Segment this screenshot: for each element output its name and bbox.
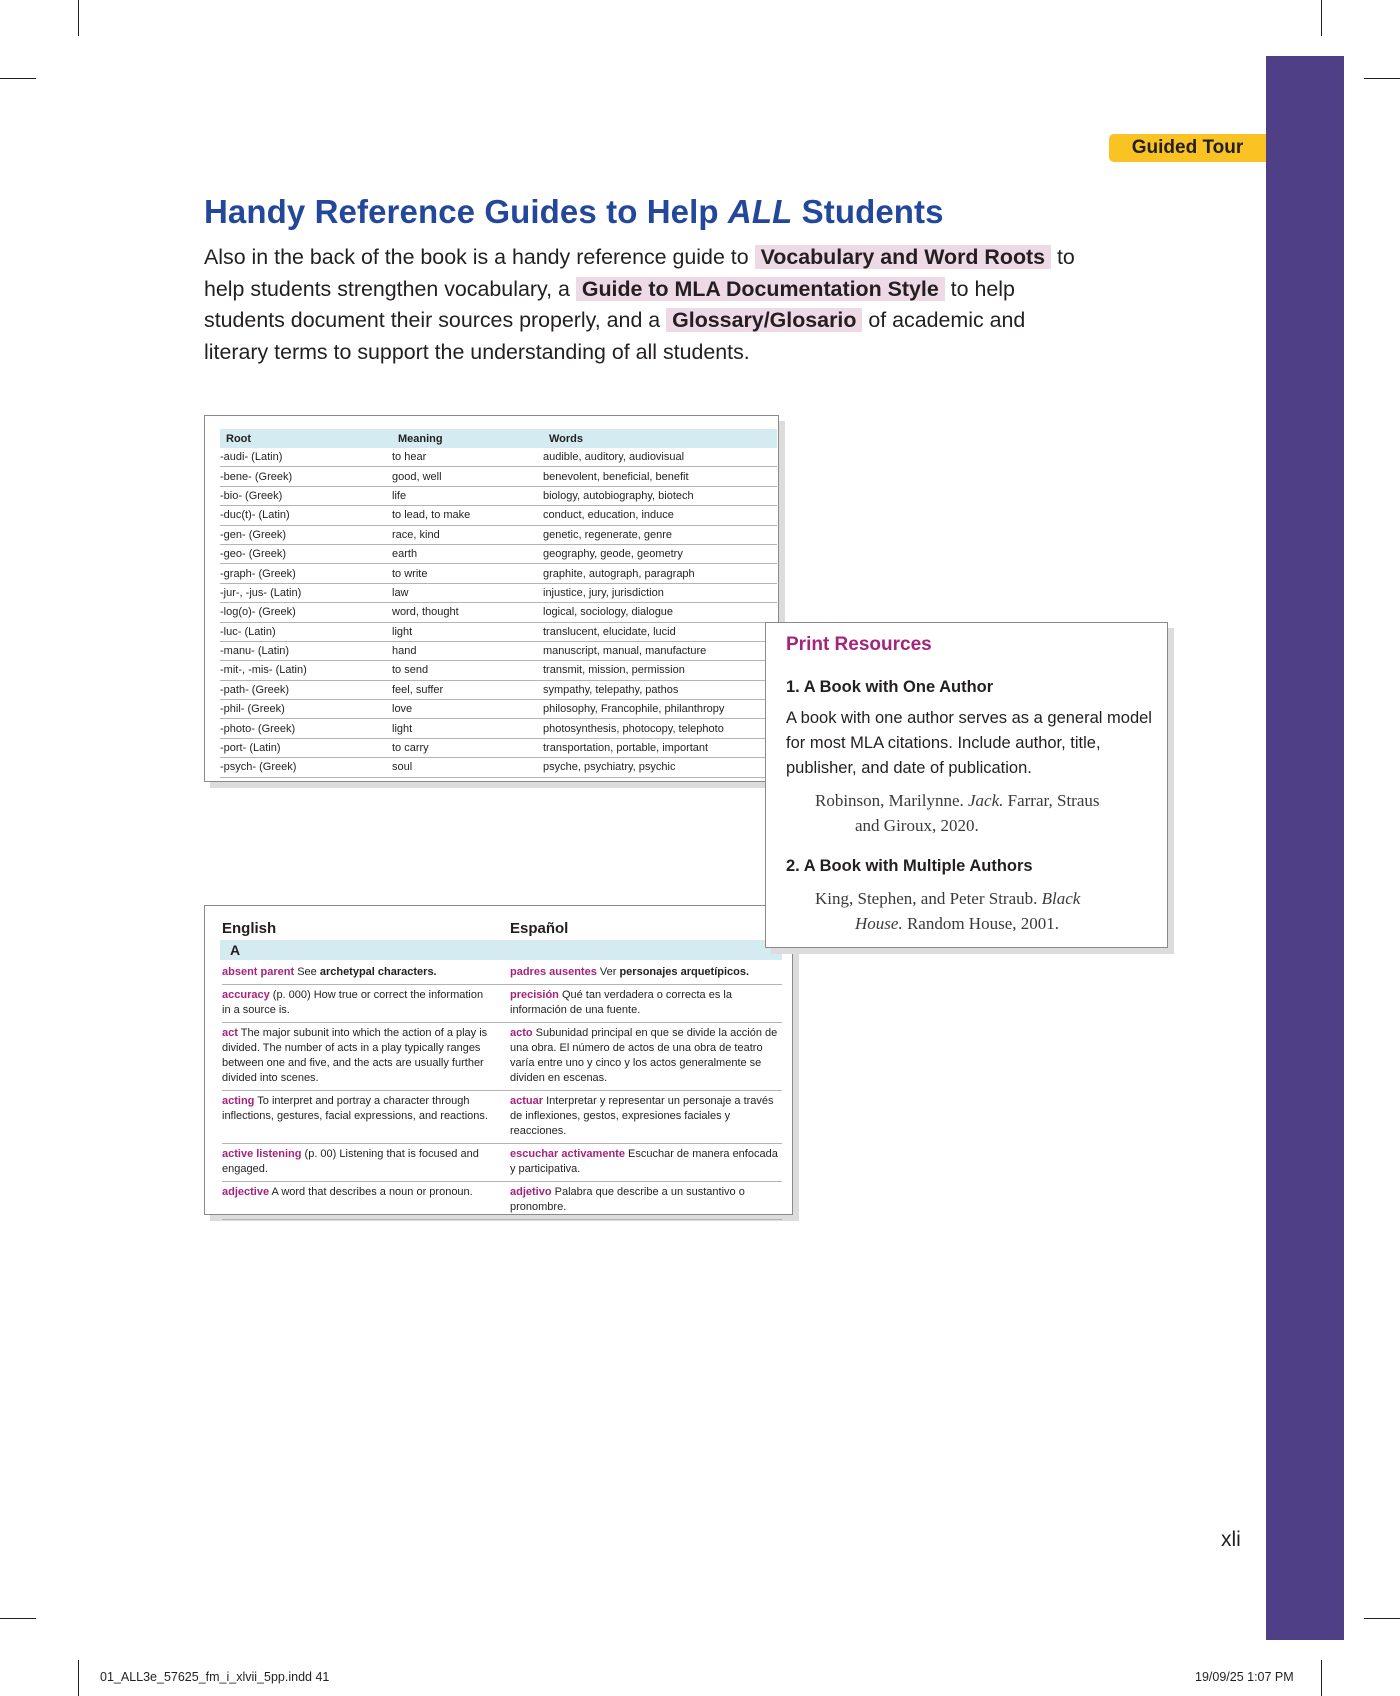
citation-example: King, Stephen, and Peter Straub. Black House. Random House, 2001. xyxy=(815,889,1081,933)
glossary-term: active listening xyxy=(222,1148,302,1160)
file-slug: 01_ALL3e_57625_fm_i_xlvii_5pp.indd 41 xyxy=(100,1670,330,1684)
words-cell: sympathy, telepathy, pathos xyxy=(543,680,777,699)
column-header: Words xyxy=(543,429,777,448)
word-roots-table xyxy=(220,429,777,778)
table-row xyxy=(220,525,777,544)
words-cell: manuscript, manual, manufacture xyxy=(543,641,777,660)
glossary-entry xyxy=(222,1144,782,1182)
root-cell: -psych- (Greek) xyxy=(220,758,392,777)
meaning-cell: law xyxy=(392,583,543,602)
definition-text: Ver xyxy=(596,966,620,978)
meaning-cell: to carry xyxy=(392,738,543,757)
multiple-authors-heading: 2. A Book with Multiple Authors xyxy=(786,857,1033,875)
root-cell: -path- (Greek) xyxy=(220,680,392,699)
english-definition xyxy=(222,1094,510,1139)
words-cell: photosynthesis, photocopy, telephoto xyxy=(543,719,777,738)
definition-text: Qué tan verdadera o correcta es la información de una fuente. xyxy=(510,989,732,1016)
spanish-definition xyxy=(510,965,780,980)
glossary-letter-bar: A xyxy=(220,940,782,960)
meaning-cell: to lead, to make xyxy=(392,506,543,525)
meaning-cell: love xyxy=(392,700,543,719)
english-column-header: English xyxy=(222,920,277,937)
meaning-cell: good, well xyxy=(392,467,543,486)
glossary-term: absent parent xyxy=(222,966,295,978)
one-author-description: A book with one author serves as a general model for most MLA citations. Include author, title, publisher, and date of publication. xyxy=(786,709,1152,777)
words-cell: benevolent, beneficial, benefit xyxy=(543,467,777,486)
glossary-entries xyxy=(222,962,782,1220)
table-header-row xyxy=(220,429,777,448)
cross-reference: archetypal characters. xyxy=(319,966,437,978)
words-cell: psyche, psychiatry, psychic xyxy=(543,758,777,777)
definition-text: A word that describes a noun or pronoun. xyxy=(269,1186,473,1198)
words-cell: philosophy, Francophile, philanthropy xyxy=(543,700,777,719)
table-row xyxy=(220,448,777,467)
meaning-cell: word, thought xyxy=(392,603,543,622)
definition-text: (p. 000) How true or correct the information in a source is. xyxy=(222,989,484,1016)
words-cell: genetic, regenerate, genre xyxy=(543,525,777,544)
spanish-definition xyxy=(510,1094,780,1139)
glossary-entry xyxy=(222,985,782,1023)
page-number: xli xyxy=(1221,1528,1241,1551)
meaning-cell: to hear xyxy=(392,448,543,467)
root-cell: -jur-, -jus- (Latin) xyxy=(220,583,392,602)
table-row xyxy=(220,758,777,777)
spanish-definition xyxy=(510,1026,780,1086)
intro-paragraph: Also in the back of the book is a handy reference guide to Vocabulary and Word Roots to help students strengthen vocabulary, a Guide to MLA Documentation Style to help students document their sources properly, and a Glossary/Glosario of academic and literary terms to support the understanding of all students. xyxy=(204,245,1075,365)
highlight-vocabulary: Vocabulary and Word Roots xyxy=(755,245,1051,269)
glossary-entry xyxy=(222,1023,782,1091)
table-row xyxy=(220,738,777,757)
definition-text: The major subunit into which the action of a play is divided. The number of acts in a play typically ranges between one and five, and the acts are usually further divided into scenes. xyxy=(222,1027,488,1084)
crop-mark xyxy=(78,0,79,36)
glossary-term: acto xyxy=(510,1027,533,1039)
words-cell: transmit, mission, permission xyxy=(543,661,777,680)
english-definition xyxy=(222,965,510,980)
meaning-cell: to write xyxy=(392,564,543,583)
page-title: Handy Reference Guides to Help ALL Students xyxy=(204,193,944,230)
spanish-definition xyxy=(510,1185,780,1215)
definition-text: Interpretar y representar un personaje a través de inflexiones, gestos, expresiones faciales y reacciones. xyxy=(510,1095,774,1137)
highlight-mla-guide: Guide to MLA Documentation Style xyxy=(576,277,945,301)
table-row xyxy=(220,467,777,486)
root-cell: -port- (Latin) xyxy=(220,738,392,757)
crop-mark xyxy=(1321,1660,1322,1696)
words-cell: conduct, education, induce xyxy=(543,506,777,525)
glossary-term: adjetivo xyxy=(510,1186,552,1198)
root-cell: -bio- (Greek) xyxy=(220,486,392,505)
glossary-term: padres ausentes xyxy=(510,966,597,978)
table-row xyxy=(220,603,777,622)
definition-text: Palabra que describe a un sustantivo o pronombre. xyxy=(510,1186,745,1213)
crop-mark xyxy=(78,1660,79,1696)
definition-text: To interpret and portray a character through inflections, gestures, facial expressions, and reactions. xyxy=(222,1095,488,1122)
glossary-card xyxy=(204,905,793,1215)
table-row xyxy=(220,719,777,738)
table-row xyxy=(220,700,777,719)
meaning-cell: life xyxy=(392,486,543,505)
date-slug: 19/09/25 1:07 PM xyxy=(1195,1670,1294,1684)
table-row xyxy=(220,583,777,602)
meaning-cell: hand xyxy=(392,641,543,660)
table-row xyxy=(220,661,777,680)
root-cell: -manu- (Latin) xyxy=(220,641,392,660)
cross-reference: personajes arquetípicos. xyxy=(619,966,750,978)
english-definition xyxy=(222,1026,510,1086)
root-cell: -phil- (Greek) xyxy=(220,700,392,719)
table-row xyxy=(220,641,777,660)
crop-mark xyxy=(1321,0,1322,36)
purple-sidebar xyxy=(1266,56,1344,1640)
highlight-glossary: Glossary/Glosario xyxy=(666,308,862,332)
glossary-entry xyxy=(222,962,782,985)
meaning-cell: soul xyxy=(392,758,543,777)
table-row xyxy=(220,486,777,505)
word-roots-card xyxy=(204,415,779,782)
column-header: Meaning xyxy=(392,429,543,448)
definition-text: Subunidad principal en que se divide la acción de una obra. El número de actos de una obra de teatro varía entre uno y cinco y los actos generalmente se dividen en escenas. xyxy=(510,1027,778,1084)
spanish-definition xyxy=(510,1147,780,1177)
words-cell: graphite, autograph, paragraph xyxy=(543,564,777,583)
glossary-term: escuchar activamente xyxy=(510,1148,625,1160)
root-cell: -log(o)- (Greek) xyxy=(220,603,392,622)
root-cell: -geo- (Greek) xyxy=(220,544,392,563)
words-cell: biology, autobiography, biotech xyxy=(543,486,777,505)
glossary-term: accuracy xyxy=(222,989,270,1001)
table-row xyxy=(220,506,777,525)
english-definition xyxy=(222,988,510,1018)
crop-mark xyxy=(0,1618,36,1619)
glossary-term: act xyxy=(222,1027,238,1039)
section-tab: Guided Tour xyxy=(1109,134,1266,162)
meaning-cell: feel, suffer xyxy=(392,680,543,699)
root-cell: -duc(t)- (Latin) xyxy=(220,506,392,525)
word-roots-body xyxy=(220,448,777,777)
root-cell: -bene- (Greek) xyxy=(220,467,392,486)
english-definition xyxy=(222,1147,510,1177)
meaning-cell: light xyxy=(392,622,543,641)
print-resources-heading: Print Resources xyxy=(786,634,932,655)
words-cell: injustice, jury, jurisdiction xyxy=(543,583,777,602)
root-cell: -audi- (Latin) xyxy=(220,448,392,467)
table-row xyxy=(220,564,777,583)
words-cell: transportation, portable, important xyxy=(543,738,777,757)
meaning-cell: to send xyxy=(392,661,543,680)
spanish-definition xyxy=(510,988,780,1018)
print-resources-card xyxy=(765,622,1168,948)
meaning-cell: earth xyxy=(392,544,543,563)
citation-example: Robinson, Marilynne. Jack. Farrar, Straus and Giroux, 2020. xyxy=(815,791,1100,835)
glossary-term: actuar xyxy=(510,1095,544,1107)
english-definition xyxy=(222,1185,510,1215)
glossary-entry xyxy=(222,1182,782,1220)
table-row xyxy=(220,680,777,699)
root-cell: -gen- (Greek) xyxy=(220,525,392,544)
crop-mark xyxy=(1364,78,1400,79)
definition-text: (p. 00) Listening that is focused and engaged. xyxy=(222,1148,479,1175)
glossary-term: precisión xyxy=(510,989,559,1001)
meaning-cell: race, kind xyxy=(392,525,543,544)
table-row xyxy=(220,544,777,563)
words-cell: logical, sociology, dialogue xyxy=(543,603,777,622)
glossary-term: acting xyxy=(222,1095,255,1107)
definition-text: See xyxy=(294,966,320,978)
spanish-column-header: Español xyxy=(510,920,569,937)
one-author-heading: 1. A Book with One Author xyxy=(786,678,994,696)
words-cell: audible, auditory, audiovisual xyxy=(543,448,777,467)
root-cell: -graph- (Greek) xyxy=(220,564,392,583)
root-cell: -photo- (Greek) xyxy=(220,719,392,738)
words-cell: geography, geode, geometry xyxy=(543,544,777,563)
words-cell: translucent, elucidate, lucid xyxy=(543,622,777,641)
definition-text: Escuchar de manera enfocada y participativa. xyxy=(510,1148,778,1175)
meaning-cell: light xyxy=(392,719,543,738)
crop-mark xyxy=(0,78,36,79)
column-header: Root xyxy=(220,429,392,448)
table-row xyxy=(220,622,777,641)
glossary-term: adjective xyxy=(222,1186,270,1198)
glossary-entry xyxy=(222,1091,782,1144)
crop-mark xyxy=(1364,1618,1400,1619)
root-cell: -luc- (Latin) xyxy=(220,622,392,641)
root-cell: -mit-, -mis- (Latin) xyxy=(220,661,392,680)
